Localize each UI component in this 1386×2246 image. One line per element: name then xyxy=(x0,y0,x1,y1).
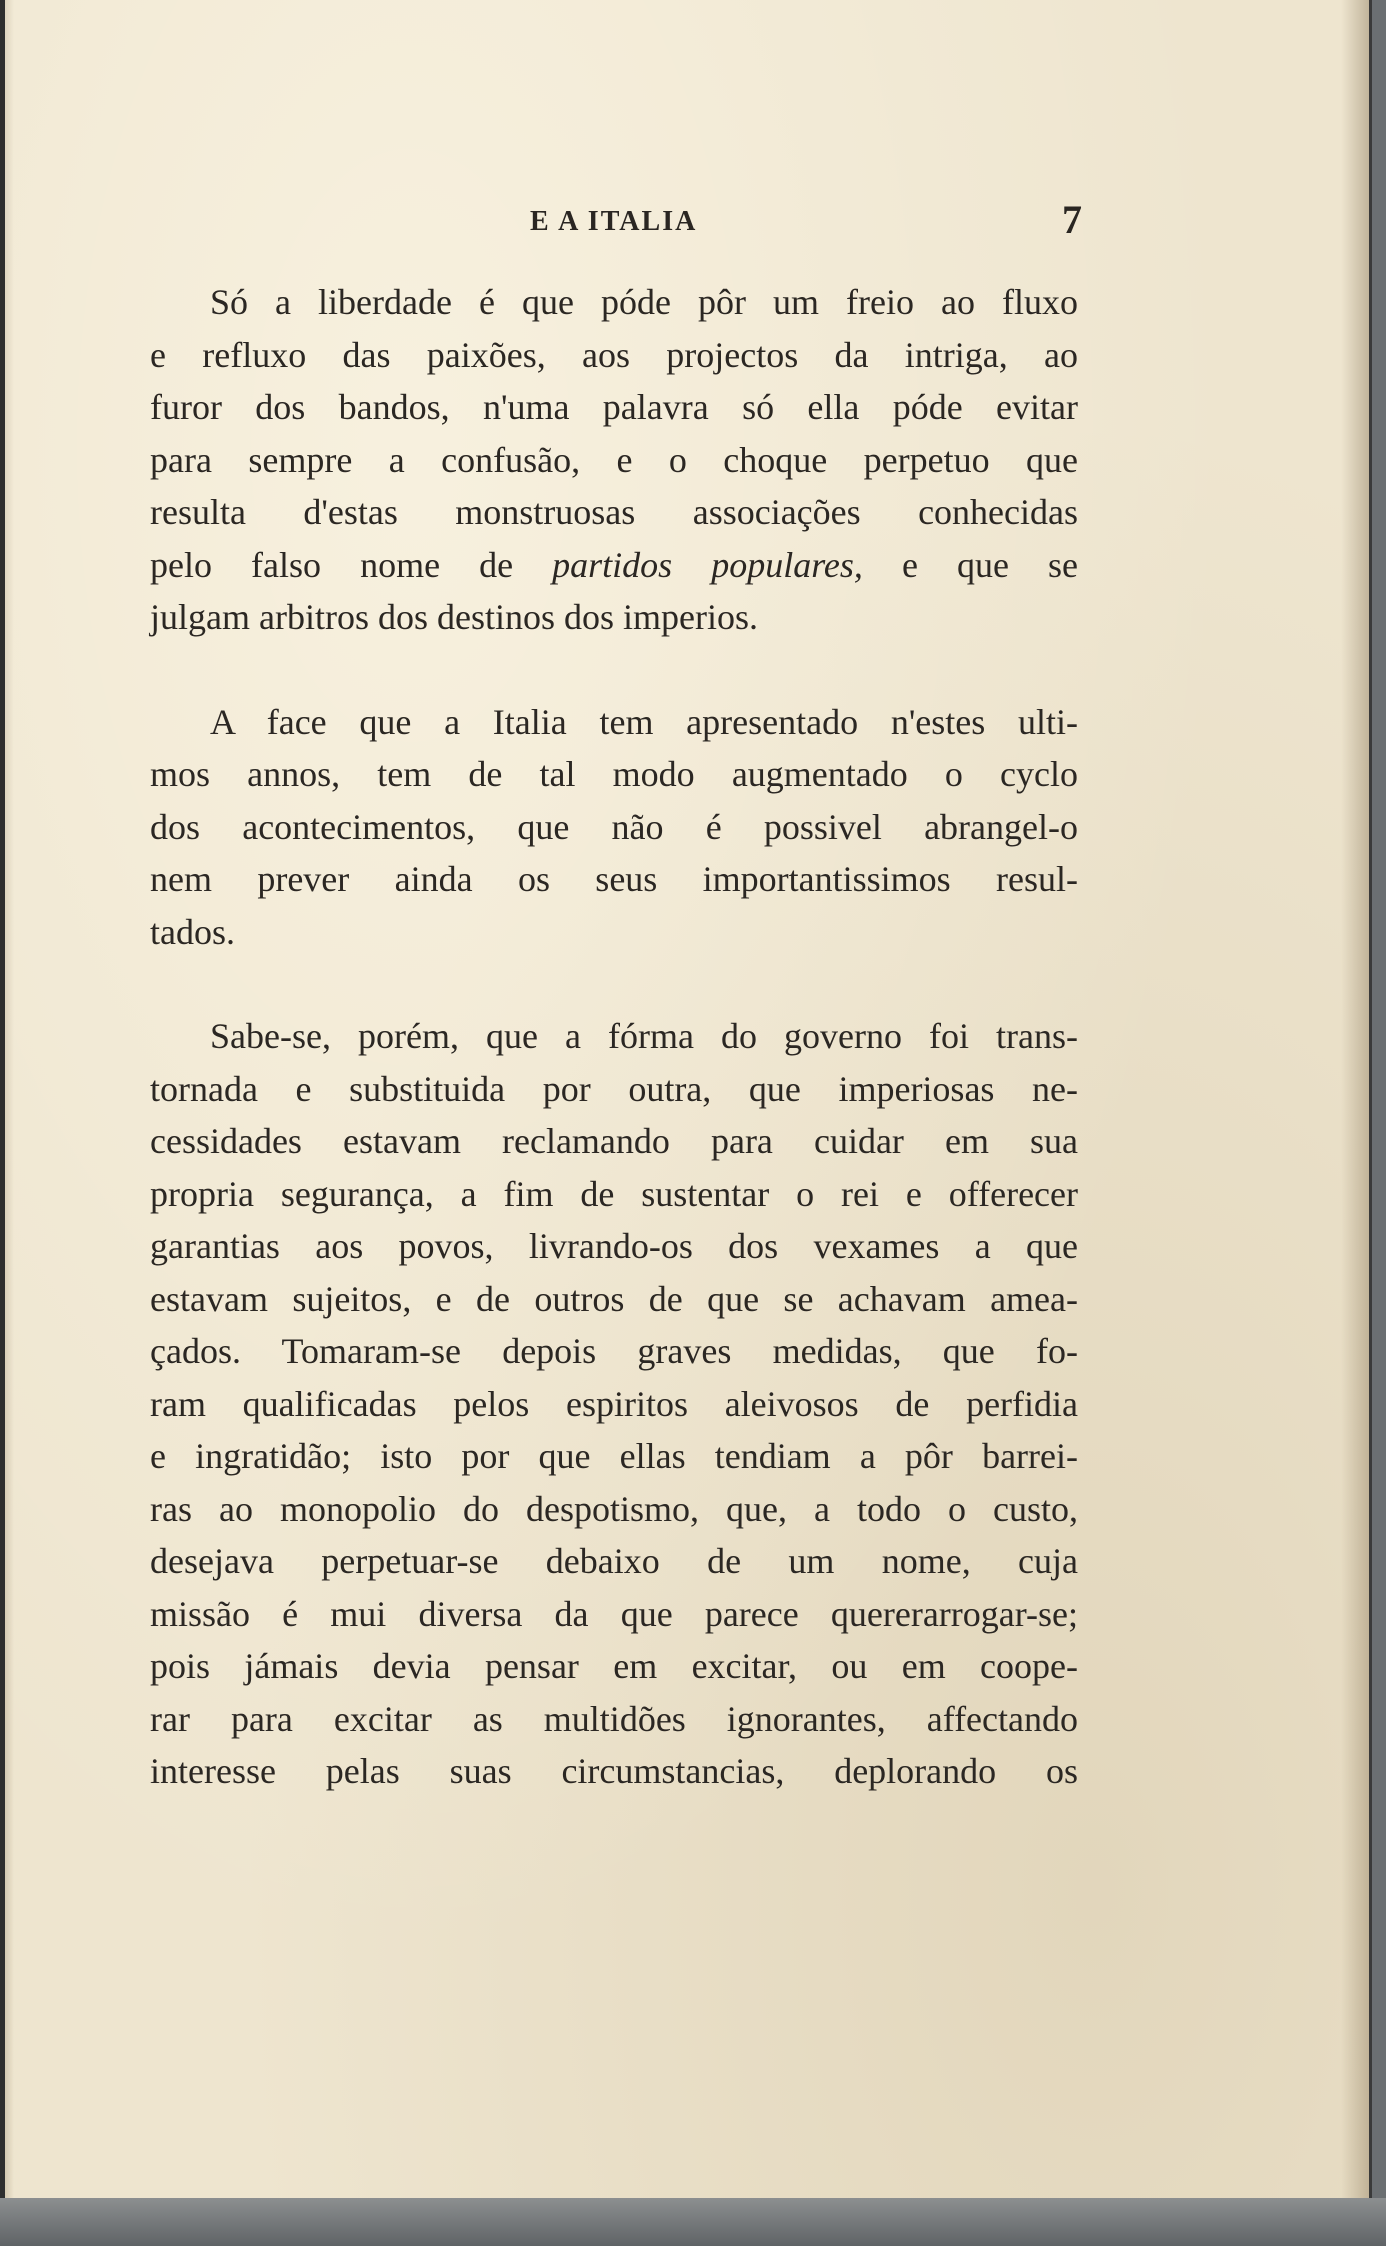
paragraph-1 xyxy=(150,276,1078,644)
text-line: missão é mui diversa da que parece quererarrogar-se; xyxy=(150,1593,1078,1634)
text-line: dos acontecimentos, que não é possivel abrangel-o xyxy=(150,806,1078,847)
text-line: para sempre a confusão, e o choque perpetuo que xyxy=(150,439,1078,480)
text-line: resulta d'estas monstruosas associações conhecidas xyxy=(150,492,1078,532)
text-line: propria segurança, a fim de sustentar o rei e offerecer xyxy=(150,1173,1078,1214)
paragraph-3 xyxy=(150,1010,1078,1798)
text-line: desejava perpetuar-se debaixo de um nome, cuja xyxy=(150,1541,1078,1581)
text-line: interesse pelas suas circumstancias, deplorando os xyxy=(150,1751,1078,1791)
text-line: e refluxo das paixões, aos projectos da intriga, ao xyxy=(150,334,1078,375)
text-line: Sabe-se, porém, que a fórma do governo foi trans- xyxy=(210,1016,1078,1056)
scan-background-strip xyxy=(0,2198,1386,2246)
text-line: garantias aos povos, livrando-os dos vexames a que xyxy=(150,1226,1078,1266)
text-line: mos annos, tem de tal modo augmentado o cyclo xyxy=(150,754,1078,794)
text-line: ras ao monopolio do despotismo, que, a todo o custo, xyxy=(150,1488,1078,1529)
text-line: nem prever ainda os seus importantissimos resul- xyxy=(150,859,1078,899)
paragraph-2 xyxy=(150,696,1078,959)
text-line: cessidades estavam reclamando para cuidar em sua xyxy=(150,1121,1078,1161)
page-header xyxy=(150,196,1090,246)
body-text xyxy=(150,276,1078,1798)
text-segment: e que se xyxy=(862,544,1078,585)
text-line: pois jámais devia pensar em excitar, ou em coope- xyxy=(150,1646,1078,1686)
page-number: 7 xyxy=(1062,197,1082,242)
running-title: E A ITALIA xyxy=(530,206,698,237)
text-segment: pelo falso nome de xyxy=(150,544,553,585)
text-line: furor dos bandos, n'uma palavra só ella póde evitar xyxy=(150,387,1078,427)
text-line: çados. Tomaram-se depois graves medidas, que fo- xyxy=(150,1331,1078,1371)
text-line: tados. xyxy=(150,911,235,952)
text-line: estavam sujeitos, e de outros de que se achavam amea- xyxy=(150,1278,1078,1319)
text-line: Só a liberdade é que póde pôr um freio ao fluxo xyxy=(210,282,1078,322)
text-line-mixed xyxy=(150,539,1078,592)
text-line: tornada e substituida por outra, que imperiosas ne- xyxy=(150,1068,1078,1109)
page-left-edge xyxy=(0,0,5,2200)
text-line: julgam arbitros dos destinos dos imperios. xyxy=(150,597,758,637)
italic-phrase: partidos populares, xyxy=(552,544,863,585)
text-line: rar para excitar as multidões ignorantes, affectando xyxy=(150,1698,1078,1739)
text-line: A face que a Italia tem apresentado n'estes ulti- xyxy=(210,701,1078,742)
text-line: e ingratidão; isto por que ellas tendiam a pôr barrei- xyxy=(150,1436,1078,1476)
text-line: ram qualificadas pelos espiritos aleivosos de perfidia xyxy=(150,1383,1078,1424)
